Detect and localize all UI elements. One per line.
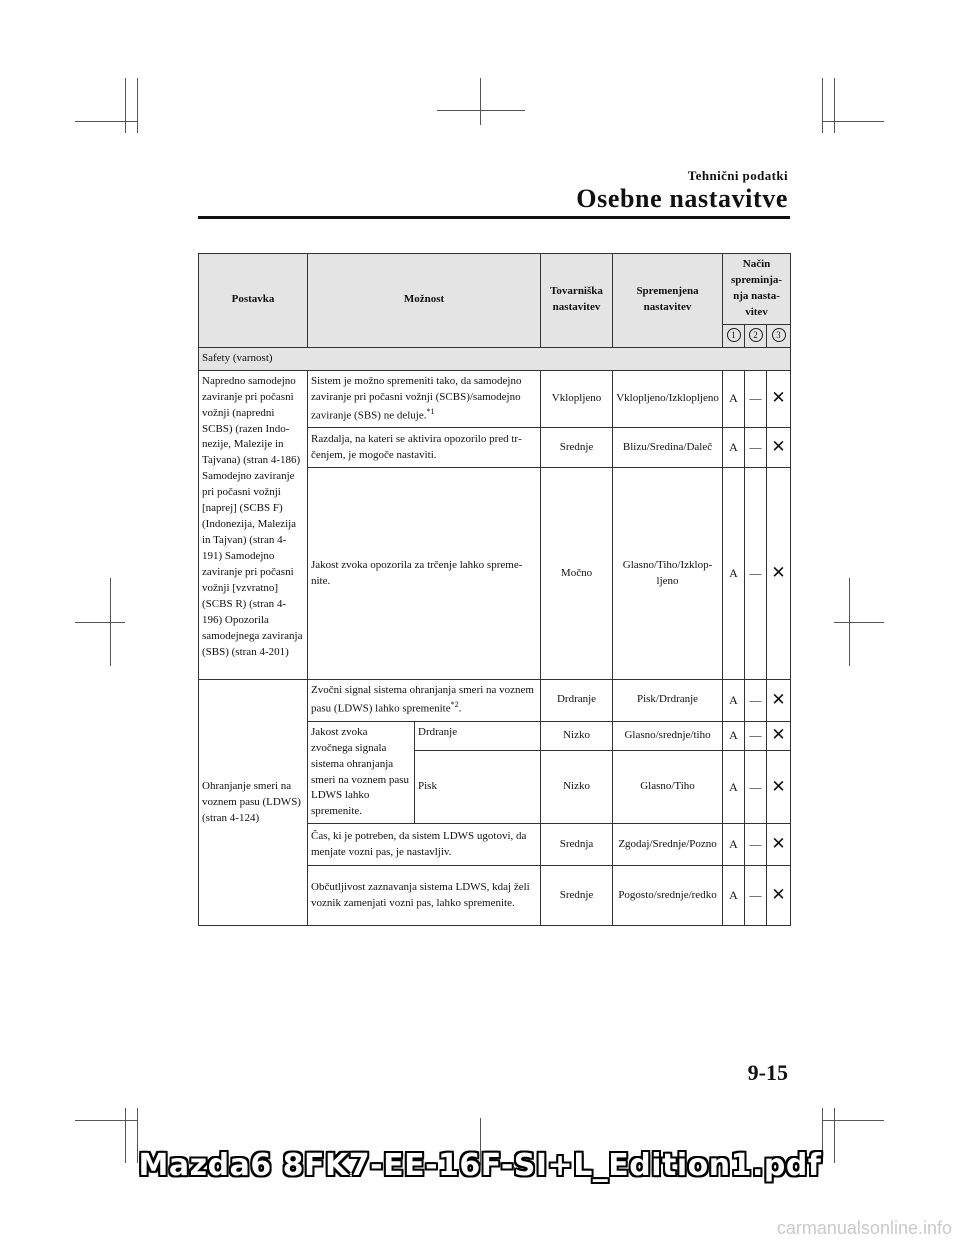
- method-3-cell: [767, 824, 791, 866]
- crop-mark: [822, 78, 823, 133]
- method-1-cell: A: [723, 751, 745, 824]
- method-1-cell: A: [723, 866, 745, 926]
- factory-cell: Vklopljeno: [541, 370, 613, 427]
- crop-mark: [125, 78, 126, 133]
- method-icon-cell: [745, 324, 767, 347]
- table-section-row: [199, 347, 791, 370]
- changed-cell: Pisk/Drdranje: [613, 680, 723, 722]
- factory-cell: Močno: [541, 468, 613, 680]
- section-label: Tehnični podatki: [687, 168, 788, 183]
- cross-icon: ✕: [771, 562, 786, 582]
- col-option: Možnost: [308, 254, 541, 348]
- crop-mark: [822, 121, 884, 122]
- section-safety: Safety (varnost): [199, 347, 791, 370]
- crop-mark: [137, 78, 138, 133]
- changed-cell: Glasno/Tiho: [613, 751, 723, 824]
- option-cell: Razdalja, na kateri se aktivira opozorilo pred trčenjem, je mogoče nastaviti.: [308, 428, 541, 468]
- option-cell: Občutljivost zaznavanja sistema LDWS, kdaj želi voznik zamenjati vozni pas, lahko spremenite.: [308, 866, 541, 926]
- method-3-cell: [767, 751, 791, 824]
- factory-cell: Srednje: [541, 866, 613, 926]
- method-2-cell: —: [745, 751, 767, 824]
- page-number: 9-15: [747, 1060, 788, 1085]
- option-cell: Čas, ki je potreben, da sistem LDWS ugotovi, da menjate vozni pas, je nastavljiv.: [308, 824, 541, 866]
- table-row: [199, 370, 791, 427]
- factory-cell: Nizko: [541, 751, 613, 824]
- footnote-ref: *1: [426, 406, 435, 416]
- factory-cell: Nizko: [541, 721, 613, 751]
- sub-option-cell: Pisk: [415, 751, 541, 824]
- cross-icon: ✕: [771, 689, 786, 709]
- crop-mark: [75, 1120, 137, 1121]
- col-setting: Postavka: [199, 254, 308, 348]
- settings-table: [198, 253, 791, 926]
- method-1-cell: A: [723, 370, 745, 427]
- circled-number-icon: 2: [749, 328, 763, 342]
- volume-label-cell: Jakost zvoka zvočnega signala sistema ohranjanja smeri na voznem pasu LDWS lahko spremenite.: [308, 721, 415, 824]
- factory-cell: Drdranje: [541, 680, 613, 722]
- method-2-cell: —: [745, 866, 767, 926]
- cross-icon: ✕: [771, 388, 786, 408]
- method-2-cell: —: [745, 721, 767, 751]
- option-cell: Jakost zvoka opozorila za trčenje lahko spremenite.: [308, 468, 541, 680]
- col-factory: Tovarniška nastavitev: [541, 254, 613, 348]
- col-method: Način spreminjanja nastavitev: [723, 254, 791, 325]
- method-icon-cell: [767, 324, 791, 347]
- factory-cell: Srednja: [541, 824, 613, 866]
- method-2-cell: —: [745, 468, 767, 680]
- method-icon-cell: [723, 324, 745, 347]
- circled-number-icon: 1: [727, 328, 741, 342]
- method-3-cell: [767, 721, 791, 751]
- crop-mark: [834, 622, 884, 623]
- method-1-cell: A: [723, 824, 745, 866]
- method-1-cell: A: [723, 680, 745, 722]
- crop-mark: [480, 78, 481, 125]
- method-3-cell: [767, 370, 791, 427]
- table-row: [199, 680, 791, 722]
- changed-cell: Glasno/srednje/tiho: [613, 721, 723, 751]
- changed-cell: Vklopljeno/Izklopljeno: [613, 370, 723, 427]
- cross-icon: ✕: [771, 834, 786, 854]
- circled-number-icon: 3: [772, 328, 786, 342]
- factory-cell: Srednje: [541, 428, 613, 468]
- table-header-row: [199, 254, 791, 325]
- watermark: carmanualsonline.info: [776, 1218, 952, 1238]
- cross-icon: ✕: [771, 436, 786, 456]
- cross-icon: ✕: [771, 885, 786, 905]
- method-2-cell: —: [745, 370, 767, 427]
- crop-mark: [822, 1120, 884, 1121]
- cross-icon: ✕: [771, 776, 786, 796]
- method-1-cell: A: [723, 721, 745, 751]
- section-title: Osebne nastavitve: [576, 184, 788, 213]
- method-2-cell: —: [745, 428, 767, 468]
- footnote-ref: *2: [450, 700, 459, 710]
- header-rule: [198, 216, 790, 219]
- method-3-cell: [767, 680, 791, 722]
- method-3-cell: [767, 428, 791, 468]
- crop-mark: [75, 121, 137, 122]
- setting-ldws: Ohranjanje smeri na voznem pasu (LDWS) (stran 4-124): [199, 680, 308, 926]
- method-1-cell: A: [723, 468, 745, 680]
- method-3-cell: [767, 866, 791, 926]
- changed-cell: Zgodaj/Srednje/Pozno: [613, 824, 723, 866]
- col-changed: Spremenjena nastavitev: [613, 254, 723, 348]
- cross-icon: ✕: [771, 725, 786, 745]
- changed-cell: Pogosto/srednje/redko: [613, 866, 723, 926]
- method-1-cell: A: [723, 428, 745, 468]
- changed-cell: Glasno/Tiho/Izklopljeno: [613, 468, 723, 680]
- method-3-cell: [767, 468, 791, 680]
- crop-mark: [437, 110, 525, 111]
- option-cell: Sistem je možno spremeniti tako, da samodejno zaviranje pri počasni vožnji (SCBS)/samodejno zaviranje (SBS) ne deluje.$^{*1}$: [308, 370, 541, 427]
- changed-cell: Blizu/Sredina/Daleč: [613, 428, 723, 468]
- method-2-cell: —: [745, 680, 767, 722]
- footer-filename: Mazda6 8FK7-EE-16F-SI+L_Edition1.pdf: [138, 1148, 822, 1183]
- sub-option-cell: Drdranje: [415, 721, 541, 751]
- method-2-cell: —: [745, 824, 767, 866]
- crop-mark: [834, 78, 835, 133]
- setting-scbs: Napredno samodejno zaviranje pri počasni vožnji (napredni SCBS) (razen Indonezije, Malezije in Tajvana) (stran 4-186) Samodejno zaviranje pri počasni vožnji [naprej] (SCBS F) (Indonezija, Malezija in Tajvan) (stran 4-191) Samodejno zaviranje pri počasni vožnji [vzvratno] (SCBS R) (stran 4-196) Opozorila samodejnega zaviranja (SBS) (stran 4-201): [199, 370, 308, 679]
- crop-mark: [75, 622, 125, 623]
- option-cell: Zvočni signal sistema ohranjanja smeri na voznem pasu (LDWS) lahko spremenite$^{*2}$.: [308, 680, 541, 722]
